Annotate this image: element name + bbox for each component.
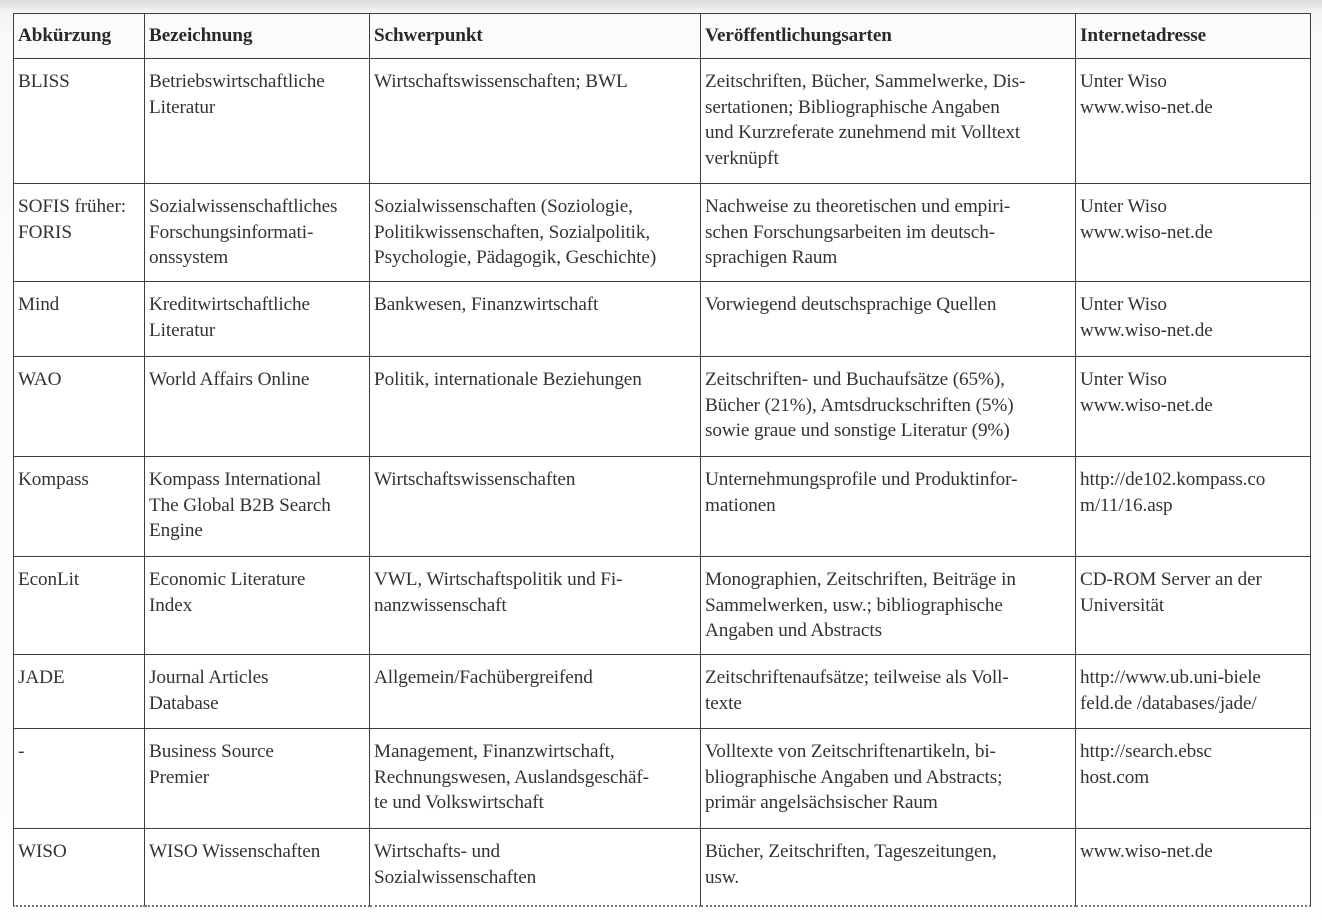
cell-text-line: Unter Wiso [1080,369,1167,390]
cell-text-line: Wirtschaftswissenschaften [374,469,576,490]
table-row [14,457,1311,557]
cell-text-line: Sozialwissenschaften (Soziologie, [374,196,633,217]
cell-text-line: mationen [705,494,776,516]
header-abkuerzung: Abkürzung [14,14,145,59]
cell-text-line: Unter Wiso [1080,196,1167,217]
cell-text-line: Zeitschriftenaufsätze; teilweise als Voll- [705,667,1009,688]
cell-text-line: Premier [149,766,210,788]
cell-bezeichnung [145,729,370,829]
cell-text-line: Kompass International [149,469,322,490]
cell-text-line: Vorwiegend deutschsprachige Quellen [705,294,997,315]
cell-text-line: schen Forschungsarbeiten im deutsch- [705,221,996,243]
cell-text-line: WISO [18,841,67,862]
cell-text-line: The Global B2B Search [149,494,331,516]
cell-text-line: www.wiso-net.de [1080,841,1213,862]
cell-bezeichnung [145,829,370,907]
cell-text-line: Wirtschafts- und [374,841,501,862]
cell-abkuerzung [14,655,145,729]
cell-text-line: Economic Literature [149,569,306,590]
cell-text-line: Forschungsinformati- [149,221,314,243]
cell-text-line: feld.de /databases/jade/ [1080,692,1257,714]
cell-text-line: http://www.ub.uni-biele [1080,667,1261,688]
cell-schwerpunkt [370,59,701,184]
cell-text-line: verknüpft [705,147,779,169]
table-row [14,59,1311,184]
cell-text-line: Bücher, Zeitschriften, Tageszeitungen, [705,841,997,862]
database-table [13,13,1311,907]
header-veroeffentlichungsarten: Veröffentlichungsarten [701,14,1076,59]
table-row [14,357,1311,457]
cell-text-line: primär angelsächsischer Raum [705,792,938,814]
cell-text-line: Unter Wiso [1080,71,1167,92]
cell-text-line: SOFIS früher: [18,196,126,217]
cell-text-line: Index [149,594,193,616]
cell-text-line: www.wiso-net.de [1080,394,1213,416]
cell-schwerpunkt [370,729,701,829]
cell-veroeffentlichungsarten [701,457,1076,557]
cell-text-line: usw. [705,866,740,888]
cell-abkuerzung [14,282,145,357]
cell-text-line: www.wiso-net.de [1080,96,1213,118]
cell-internetadresse [1076,184,1311,282]
cell-internetadresse [1076,59,1311,184]
cell-internetadresse [1076,282,1311,357]
cell-text-line: Volltexte von Zeitschriftenartikeln, bi- [705,741,996,762]
cell-text-line: EconLit [18,569,80,590]
cell-text-line: BLISS [18,71,70,92]
cell-schwerpunkt [370,557,701,655]
header-row [14,14,1311,59]
cell-abkuerzung [14,829,145,907]
cell-text-line: VWL, Wirtschaftspolitik und Fi- [374,569,623,590]
cell-text-line: Rechnungswesen, Auslandsgeschäf- [374,766,649,788]
table-row [14,557,1311,655]
cell-text-line: Zeitschriften, Bücher, Sammelwerke, Dis- [705,71,1026,92]
cell-text-line: http://search.ebsc [1080,741,1212,762]
cell-text-line: Sammelwerken, usw.; bibliographische [705,594,1003,616]
table-body [14,59,1311,907]
header-bezeichnung: Bezeichnung [145,14,370,59]
table-row [14,829,1311,907]
cell-schwerpunkt [370,655,701,729]
cell-schwerpunkt [370,282,701,357]
cell-bezeichnung [145,59,370,184]
cell-veroeffentlichungsarten [701,184,1076,282]
cell-text-line: Business Source [149,741,274,762]
table-row [14,282,1311,357]
cell-text-line: Angaben und Abstracts [705,620,882,642]
cell-text-line: Sozialwissenschaftliches [149,196,338,217]
cell-abkuerzung [14,457,145,557]
cell-text-line: Database [149,692,219,714]
cell-text-line: te und Volkswirtschaft [374,792,544,814]
cell-veroeffentlichungsarten [701,59,1076,184]
header-internetadresse: Internetadresse [1076,14,1311,59]
cell-abkuerzung [14,357,145,457]
cell-bezeichnung [145,184,370,282]
cell-text-line: World Affairs Online [149,369,310,390]
cell-text-line: nanzwissenschaft [374,594,507,616]
cell-abkuerzung [14,184,145,282]
cell-text-line: Betriebswirtschaftliche [149,71,325,92]
cell-text-line: Monographien, Zeitschriften, Beiträge in [705,569,1016,590]
cell-abkuerzung [14,729,145,829]
cell-text-line: JADE [18,667,65,688]
cell-bezeichnung [145,457,370,557]
cell-text-line: www.wiso-net.de [1080,221,1213,243]
cell-abkuerzung [14,557,145,655]
cell-schwerpunkt [370,457,701,557]
cell-veroeffentlichungsarten [701,557,1076,655]
cell-text-line: http://de102.kompass.co [1080,469,1266,490]
cell-bezeichnung [145,557,370,655]
cell-bezeichnung [145,655,370,729]
cell-internetadresse [1076,729,1311,829]
cell-text-line: Kompass [18,469,89,490]
cell-text-line: Kreditwirtschaftliche [149,294,310,315]
cell-text-line: WAO [18,369,62,390]
cell-text-line: Unternehmungsprofile und Produktinfor- [705,469,1018,490]
cell-text-line: Politikwissenschaften, Sozialpolitik, [374,221,651,243]
cell-text-line: sprachigen Raum [705,247,838,269]
cell-text-line: Zeitschriften- und Buchaufsätze (65%), [705,369,1005,390]
cell-schwerpunkt [370,357,701,457]
cell-text-line: texte [705,692,742,714]
cell-text-line: www.wiso-net.de [1080,319,1213,341]
cell-text-line: und Kurzreferate zunehmend mit Volltext [705,122,1021,144]
cell-text-line: Bücher (21%), Amtsdruckschriften (5%) [705,394,1014,416]
cell-text-line: m/11/16.asp [1080,494,1173,516]
cell-internetadresse [1076,457,1311,557]
cell-text-line: Universität [1080,594,1165,616]
cell-internetadresse [1076,829,1311,907]
cell-veroeffentlichungsarten [701,829,1076,907]
cell-internetadresse [1076,357,1311,457]
cell-text-line: Sozialwissenschaften [374,866,537,888]
cell-veroeffentlichungsarten [701,357,1076,457]
cell-text-line: sowie graue und sonstige Literatur (9%) [705,420,1010,442]
cell-text-line: Literatur [149,96,216,118]
table-row [14,655,1311,729]
cell-text-line: Wirtschaftswissenschaften; BWL [374,71,628,92]
cell-text-line: host.com [1080,766,1150,788]
page-edge-shadow [0,0,1322,10]
cell-text-line: Literatur [149,319,216,341]
cell-schwerpunkt [370,829,701,907]
cell-text-line: - [18,741,25,762]
cell-text-line: Engine [149,520,203,542]
cell-text-line: Unter Wiso [1080,294,1167,315]
cell-schwerpunkt [370,184,701,282]
table-header [14,14,1311,59]
cell-text-line: Mind [18,294,60,315]
cell-internetadresse [1076,557,1311,655]
cell-internetadresse [1076,655,1311,729]
cell-text-line: bliographische Angaben und Abstracts; [705,766,1003,788]
cell-text-line: Nachweise zu theoretischen und empiri- [705,196,1011,217]
table-row [14,729,1311,829]
cell-text-line: CD-ROM Server an der [1080,569,1262,590]
cell-veroeffentlichungsarten [701,655,1076,729]
cell-veroeffentlichungsarten [701,282,1076,357]
cell-text-line: Management, Finanzwirtschaft, [374,741,615,762]
cell-text-line: Journal Articles [149,667,269,688]
cell-bezeichnung [145,357,370,457]
cell-veroeffentlichungsarten [701,729,1076,829]
header-schwerpunkt: Schwerpunkt [370,14,701,59]
cell-text-line: Psychologie, Pädagogik, Geschichte) [374,247,657,269]
table-row [14,184,1311,282]
cell-text-line: onssystem [149,247,229,269]
cell-text-line: Bankwesen, Finanzwirtschaft [374,294,599,315]
cell-abkuerzung [14,59,145,184]
cell-text-line: WISO Wissenschaften [149,841,321,862]
cell-bezeichnung [145,282,370,357]
cell-text-line: FORIS [18,221,72,243]
cell-text-line: sertationen; Bibliographische Angaben [705,96,1000,118]
cell-text-line: Allgemein/Fachübergreifend [374,667,593,688]
cell-text-line: Politik, internationale Beziehungen [374,369,642,390]
